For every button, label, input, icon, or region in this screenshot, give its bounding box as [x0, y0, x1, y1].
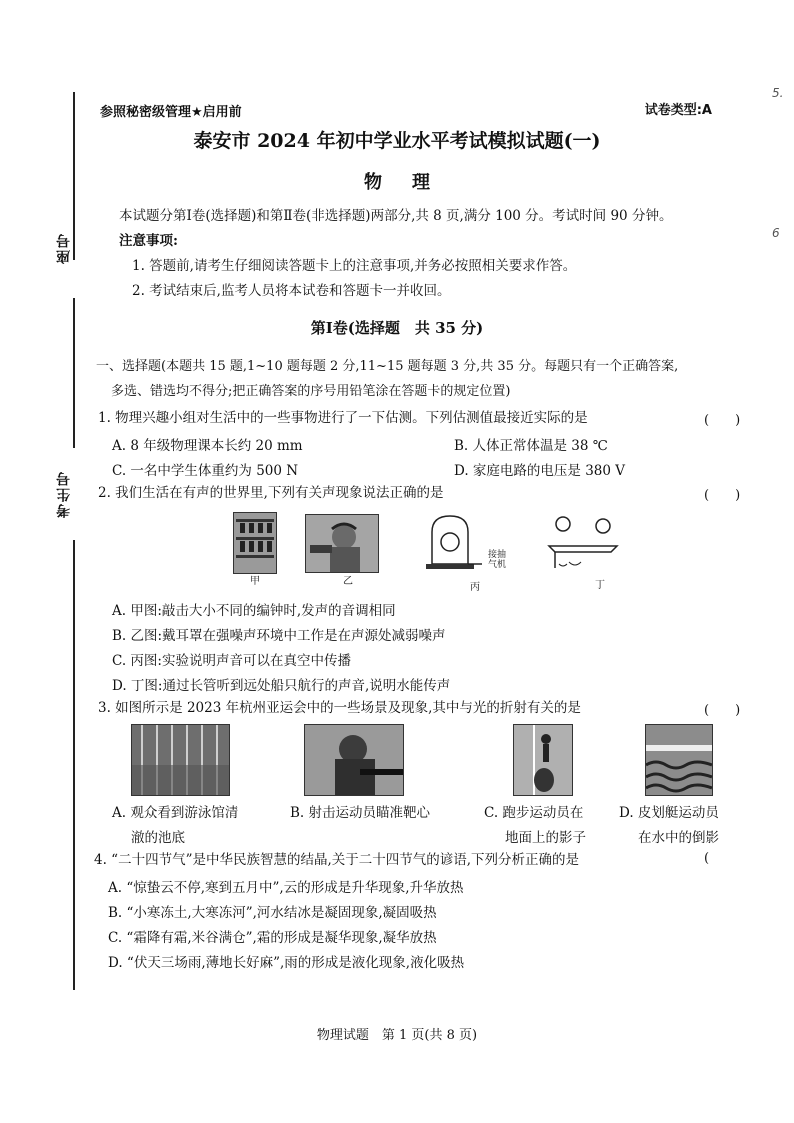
pump-label: 接抽气机: [488, 550, 507, 570]
q1-option-a: A. 8 年级物理课本长约 20 mm: [112, 438, 303, 454]
confidential-label: 参照秘密级管理★启用前: [100, 105, 242, 120]
fig-runner-shadow: [513, 724, 573, 796]
q3-option-b: B. 射击运动员瞄准靶心: [290, 805, 431, 821]
q1-option-d: D. 家庭电路的电压是 380 V: [454, 463, 626, 479]
q4-answer-paren: (: [704, 851, 710, 866]
section-instruction-2: 多选、错选均不得分;把正确答案的序号用铅笔涂在答题卡的规定位置): [111, 384, 511, 399]
q4-option-d: D. “伏天三场雨,薄地长好麻”,雨的形成是液化现象,液化吸热: [108, 955, 465, 971]
page-footer: 物理试题 第 1 页(共 8 页): [316, 1028, 478, 1043]
q2-option-d: D. 丁图:通过长管听到远处船只航行的声音,说明水能传声: [112, 678, 451, 694]
q1-option-c: C. 一名中学生体重约为 500 N: [112, 463, 299, 479]
fig-label-yi: 乙: [343, 576, 353, 587]
q3-option-a-line2: 澈的池底: [131, 830, 185, 846]
paper-type: 试卷类型:A: [644, 103, 712, 118]
margin-mark-2: 6: [772, 226, 780, 240]
notes-title: 注意事项:: [119, 233, 178, 249]
q1-option-b: B. 人体正常体温是 38 ℃: [454, 438, 608, 454]
exam-title: 泰安市 2024 年初中学业水平考试模拟试题(一): [193, 130, 601, 152]
q2-option-a: A. 甲图:敲击大小不同的编钟时,发声的音调相同: [112, 603, 396, 619]
q3-answer-paren: ( ): [704, 703, 741, 718]
fig-label-bing: 丙: [470, 582, 480, 593]
fig-bianzhong: [233, 512, 277, 574]
q3-option-d-line2: 在水中的倒影: [638, 830, 719, 846]
fig-swimming-pool: [131, 724, 230, 796]
note-1: 1. 答题前,请考生仔细阅读答题卡上的注意事项,并务必按照相关要求作答。: [132, 258, 577, 274]
section-title: 第Ⅰ卷(选择题 共 35 分): [310, 319, 484, 337]
seat-label: 座号: [56, 232, 72, 264]
q2-option-c: C. 丙图:实验说明声音可以在真空中传播: [112, 653, 351, 669]
fig-worker-earmuffs: [305, 514, 379, 573]
fig-shooter: [304, 724, 404, 796]
fig-label-ding: 丁: [595, 580, 605, 591]
q4-option-c: C. “霜降有霜,米谷满仓”,霜的形成是凝华现象,凝华放热: [108, 930, 437, 946]
q4-option-a: A. “惊蛰云不停,寒到五月中”,云的形成是升华现象,升华放热: [108, 880, 464, 896]
fig-canoe-reflection: [645, 724, 713, 796]
q2-option-b: B. 乙图:戴耳罩在强噪声环境中工作是在声源处减弱噪声: [112, 628, 446, 644]
q3-option-a-line1: A. 观众看到游泳馆清: [112, 805, 239, 821]
intro-line: 本试题分第Ⅰ卷(选择题)和第Ⅱ卷(非选择题)两部分,共 8 页,满分 100 分。考试时间 90 分钟。: [119, 208, 673, 224]
q1-stem: 1. 物理兴趣小组对生活中的一些事物进行了一下估测。下列估测值最接近实际的是: [98, 410, 588, 426]
fig-label-jia: 甲: [250, 576, 260, 587]
section-instruction-1: 一、选择题(本题共 15 题,1~10 题每题 2 分,11~15 题每题 3 分,共 35 分。每题只有一个正确答案,: [96, 359, 679, 374]
binding-line-bottom: [73, 540, 75, 990]
q2-stem: 2. 我们生活在有声的世界里,下列有关声现象说法正确的是: [98, 485, 444, 501]
q3-option-d-line1: D. 皮划艇运动员: [619, 805, 719, 821]
exam-number-label: 考生号: [56, 470, 72, 518]
q4-stem: 4. “二十四节气”是中华民族智慧的结晶,关于二十四节气的谚语,下列分析正确的是: [94, 852, 580, 868]
q3-option-c-line2: 地面上的影子: [505, 830, 586, 846]
fig-boat-listening: [545, 512, 620, 574]
q4-option-b: B. “小寒冻土,大寒冻河”,河水结冰是凝固现象,凝固吸热: [108, 905, 437, 921]
q3-stem: 3. 如图所示是 2023 年杭州亚运会中的一些场景及现象,其中与光的折射有关的是: [98, 700, 581, 716]
subject-title: 物理: [364, 172, 460, 193]
q2-answer-paren: ( ): [704, 488, 741, 503]
margin-mark-1: 5.: [772, 86, 784, 100]
q3-option-c-line1: C. 跑步运动员在: [484, 805, 584, 821]
fig-bell-jar: [420, 512, 490, 576]
note-2: 2. 考试结束后,监考人员将本试卷和答题卡一并收回。: [132, 283, 451, 299]
q1-answer-paren: ( ): [704, 413, 741, 428]
